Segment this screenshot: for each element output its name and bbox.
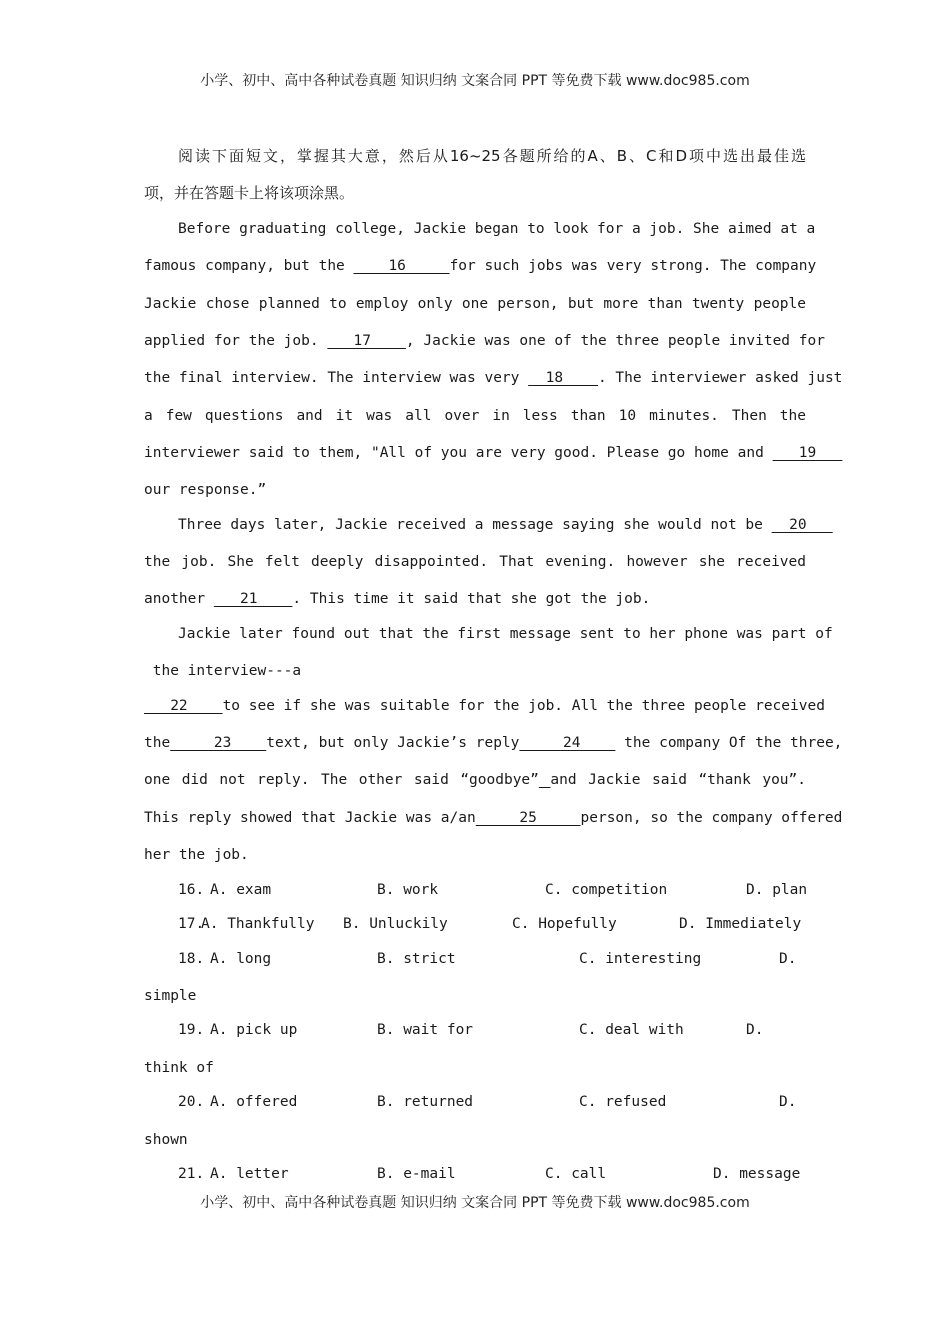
passage-line: 22 to see if she was suitable for the job. All the three people received xyxy=(144,698,825,714)
option-b: B. e-mail xyxy=(377,1166,456,1182)
option-a: A. exam xyxy=(210,882,272,898)
passage-line: another 21 . This time it said that she got the job. xyxy=(144,591,651,607)
passage-line: a few questions and it was all over in less than 10 minutes. Then the xyxy=(144,408,806,424)
question-19-wrap: think of xyxy=(144,1060,214,1076)
page-footer: 小学、初中、高中各种试卷真题 知识归纳 文案合同 PPT 等免费下载 www.doc985.com xyxy=(200,1195,750,1211)
passage-line: famous company, but the 16 for such jobs was very strong. The company xyxy=(144,258,817,274)
passage-line: applied for the job. 17 , Jackie was one of the three people invited for xyxy=(144,333,825,349)
blank-20: 20 xyxy=(771,517,833,533)
question-20-wrap: shown xyxy=(144,1132,188,1148)
option-c: C. Hopefully xyxy=(512,916,617,932)
passage-line: Three days later, Jackie received a message saying she would not be 20 xyxy=(178,517,833,533)
blank-17: 17 xyxy=(327,333,406,349)
option-c: C. call xyxy=(545,1166,607,1182)
option-b: B. Unluckily xyxy=(343,916,448,932)
question-21: 21. A. letter B. e-mail C. call D. message xyxy=(178,1166,801,1182)
option-b: B. strict xyxy=(377,951,456,967)
option-d: D. Immediately xyxy=(679,916,802,932)
blank-23: 23 xyxy=(170,735,267,751)
blank-and xyxy=(539,772,551,788)
option-b: B. returned xyxy=(377,1094,474,1110)
passage-line: the 23 text, but only Jackie’s reply 24 the company Of the three, xyxy=(144,735,843,751)
option-d: D. xyxy=(779,1094,797,1110)
option-a: A. letter xyxy=(210,1166,289,1182)
blank-21: 21 xyxy=(213,591,293,607)
option-d: D. plan xyxy=(746,882,808,898)
question-17: 17. A. Thankfully B. Unluckily C. Hopefully D. Immediately xyxy=(178,916,802,932)
passage-line: one did not reply. The other said “goodbye” and Jackie said “thank you”. xyxy=(144,772,807,788)
blank-22: 22 xyxy=(144,698,223,714)
passage-line: interviewer said to them, "All of you are very good. Please go home and 19 xyxy=(144,445,843,461)
page-header: 小学、初中、高中各种试卷真题 知识归纳 文案合同 PPT 等免费下载 www.doc985.com xyxy=(200,73,750,89)
passage-line: Jackie later found out that the first message sent to her phone was part of xyxy=(178,626,833,642)
option-a: A. pick up xyxy=(210,1022,298,1038)
option-c: C. competition xyxy=(545,882,668,898)
blank-25: 25 xyxy=(475,810,581,826)
option-a: A. offered xyxy=(210,1094,298,1110)
passage-line: the final interview. The interview was very 18 . The interviewer asked just xyxy=(144,370,843,386)
option-a: A. Thankfully xyxy=(201,916,315,932)
passage-line: our response.” xyxy=(144,482,267,498)
option-c: C. deal with xyxy=(579,1022,684,1038)
question-16: 16. A. exam B. work C. competition D. plan xyxy=(178,882,808,898)
passage-line: the job. She felt deeply disappointed. That evening. however she received xyxy=(144,554,806,570)
blank-24: 24 xyxy=(519,735,616,751)
blank-18: 18 xyxy=(528,370,598,386)
option-d: D. xyxy=(746,1022,764,1038)
passage-line: Jackie chose planned to employ only one person, but more than twenty people xyxy=(144,296,806,312)
passage-line: her the job. xyxy=(144,847,249,863)
blank-16: 16 xyxy=(353,258,450,274)
blank-19: 19 xyxy=(772,445,843,461)
question-20: 20. A. offered B. returned C. refused D. xyxy=(178,1094,797,1110)
passage-line: the interview---a xyxy=(144,663,302,679)
question-18-wrap: simple xyxy=(144,988,197,1004)
option-d: D. message xyxy=(713,1166,801,1182)
option-d: D. xyxy=(779,951,797,967)
passage-line: Before graduating college, Jackie began to look for a job. She aimed at a xyxy=(178,221,816,237)
question-19: 19. A. pick up B. wait for C. deal with D. xyxy=(178,1022,764,1038)
option-b: B. work xyxy=(377,882,439,898)
passage-line: This reply showed that Jackie was a/an 25 person, so the company offered xyxy=(144,810,843,826)
option-b: B. wait for xyxy=(377,1022,474,1038)
option-c: C. interesting xyxy=(579,951,702,967)
option-c: C. refused xyxy=(579,1094,667,1110)
instruction-line-2: 项，并在答题卡上将该项涂黑。 xyxy=(144,184,355,202)
option-a: A. long xyxy=(210,951,272,967)
instruction-line-1: 阅读下面短文，掌握其大意，然后从16~25各题所给的A、B、C和D项中选出最佳选 xyxy=(178,147,806,165)
question-18: 18. A. long B. strict C. interesting D. xyxy=(178,951,797,967)
